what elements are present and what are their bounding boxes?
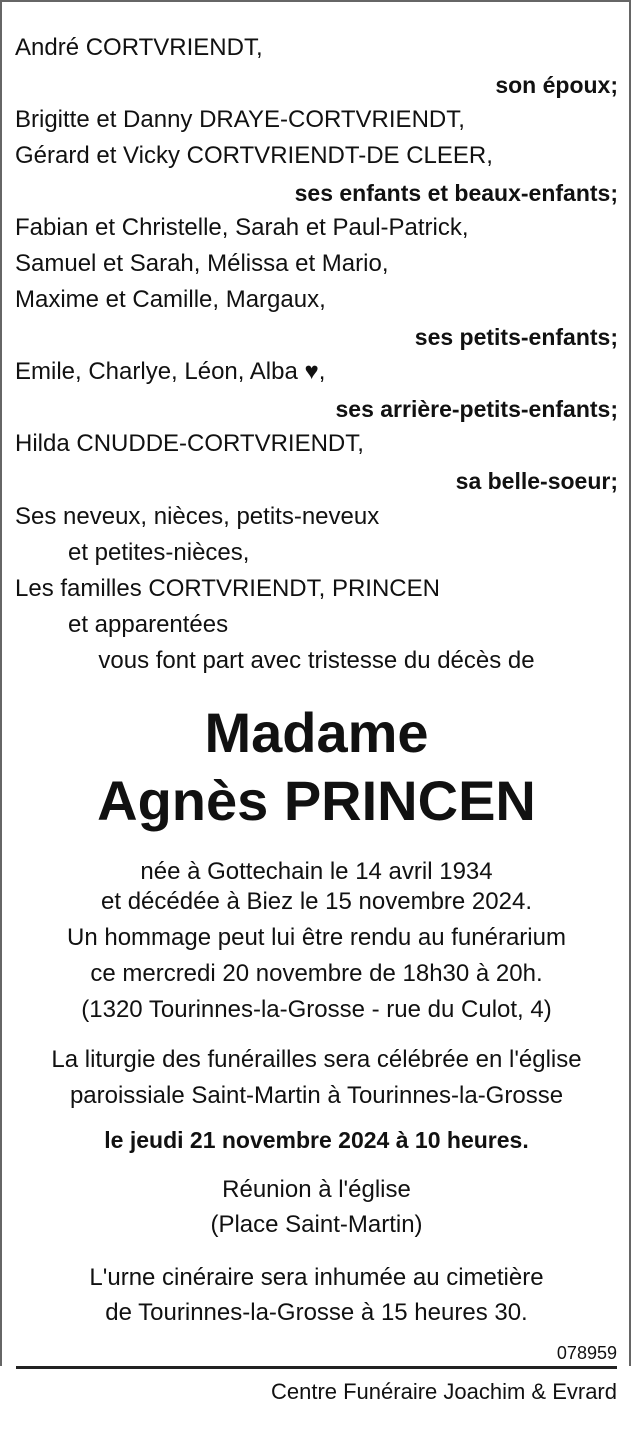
- tribute-info: Un hommage peut lui être rendu au funérarium: [67, 924, 566, 951]
- announcement-sentence: vous font part avec tristesse du décès de: [98, 647, 535, 674]
- family-line: Ses neveux, nièces, petits-neveux: [15, 503, 380, 530]
- urn-info: L'urne cinéraire sera inhumée au cimetière: [89, 1264, 544, 1291]
- funeral-home: Centre Funéraire Joachim & Evrard: [270, 1379, 617, 1404]
- deceased-title: Madame: [204, 701, 429, 764]
- family-line: Les familles CORTVRIENDT, PRINCEN: [15, 575, 440, 602]
- relation-label: son époux;: [495, 72, 618, 98]
- relation-label: ses arrière-petits-enfants;: [335, 396, 618, 422]
- family-line: André CORTVRIENDT,: [15, 34, 263, 61]
- reference-number: 078959: [556, 1343, 617, 1363]
- family-line: Brigitte et Danny DRAYE-CORTVRIENDT,: [15, 106, 465, 133]
- birth-info: née à Gottechain le 14 avril 1934: [140, 858, 493, 885]
- church-info: paroissiale Saint-Martin à Tourinnes-la-Grosse: [69, 1082, 564, 1109]
- deceased-name: Agnès PRINCEN: [97, 769, 536, 832]
- death-info: et décédée à Biez le 15 novembre 2024.: [101, 888, 532, 915]
- family-line: Gérard et Vicky CORTVRIENDT-DE CLEER,: [15, 142, 493, 169]
- relation-label: ses petits-enfants;: [414, 324, 618, 350]
- liturgy-info: La liturgie des funérailles sera célébrée en l'église: [51, 1046, 582, 1073]
- family-line: Samuel et Sarah, Mélissa et Mario,: [15, 250, 389, 277]
- family-line: et apparentées: [68, 611, 229, 638]
- family-line: et petites-nièces,: [68, 539, 250, 566]
- ceremony-date: le jeudi 21 novembre 2024 à 10 heures.: [104, 1127, 529, 1153]
- relation-label: sa belle-soeur;: [455, 468, 618, 494]
- family-line: Emile, Charlye, Léon, Alba ♥,: [15, 358, 326, 385]
- tribute-time: ce mercredi 20 novembre de 18h30 à 20h.: [90, 960, 543, 987]
- gathering-address: (Place Saint-Martin): [210, 1211, 423, 1238]
- family-line: Maxime et Camille, Margaux,: [15, 286, 326, 313]
- family-line: Hilda CNUDDE-CORTVRIENDT,: [15, 430, 364, 457]
- gathering-info: Réunion à l'église: [222, 1176, 411, 1203]
- family-line: Fabian et Christelle, Sarah et Paul-Patrick,: [15, 214, 469, 241]
- urn-time: de Tourinnes-la-Grosse à 15 heures 30.: [105, 1299, 528, 1326]
- divider: [16, 1366, 617, 1369]
- relation-label: ses enfants et beaux-enfants;: [294, 180, 618, 206]
- funerarium-address: (1320 Tourinnes-la-Grosse - rue du Culot, 4): [81, 996, 552, 1023]
